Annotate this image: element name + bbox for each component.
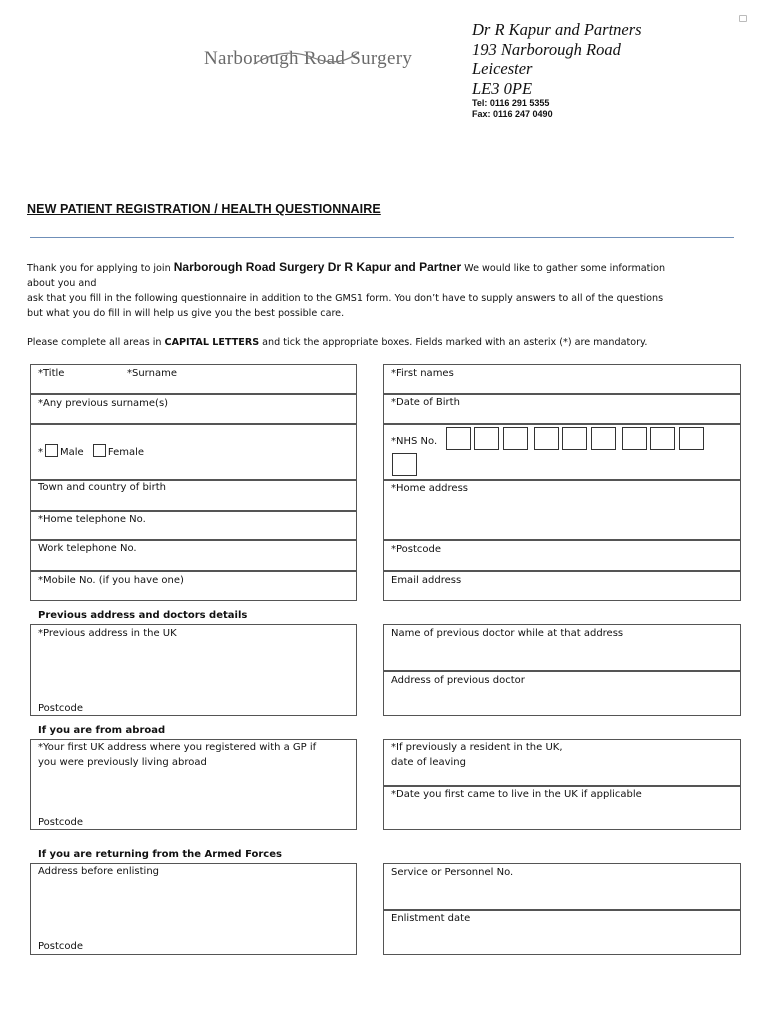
nhs-digit-box[interactable]: [650, 427, 675, 450]
sex-options: [38, 444, 144, 460]
practice-address: [472, 20, 642, 98]
intro-paragraph: [27, 260, 737, 321]
nhs-digit-box[interactable]: [446, 427, 471, 450]
intro-text: We would like to gather some information: [461, 263, 666, 274]
service-number-label: Service or Personnel No.: [391, 867, 514, 878]
title-divider: [30, 237, 734, 238]
town-country-birth-label: Town and country of birth: [38, 482, 166, 493]
previous-doctor-address-label: Address of previous doctor: [391, 675, 525, 686]
nhs-digit-box[interactable]: [679, 427, 704, 450]
instruction-paragraph: [27, 335, 737, 350]
previous-surname-label: *Any previous surname(s): [38, 398, 169, 409]
first-names-label: *First names: [391, 368, 454, 379]
email-label: Email address: [391, 575, 462, 586]
previous-section-heading: Previous address and doctors details: [38, 610, 248, 621]
instruction-bold: CAPITAL LETTERS: [164, 337, 260, 348]
previous-address-label: *Previous address in the UK: [38, 628, 177, 639]
address-line: Dr R Kapur and Partners: [472, 20, 642, 39]
dob-label: *Date of Birth: [391, 397, 460, 408]
logo-swirl-graphic: [244, 44, 364, 78]
nhs-digit-box[interactable]: [474, 427, 499, 450]
home-telephone-label: *Home telephone No.: [38, 514, 146, 525]
work-telephone-label: Work telephone No.: [38, 543, 137, 554]
previous-postcode-label: Postcode: [38, 703, 84, 714]
date-of-leaving-label: *If previously a resident in the UK,: [391, 742, 563, 753]
intro-practice-name: Narborough Road Surgery Dr R Kapur and Partner: [173, 260, 462, 274]
male-label: Male: [60, 447, 84, 458]
surname-label: *Surname: [127, 368, 177, 379]
postcode-label: *Postcode: [391, 544, 442, 555]
page-corner-icon: [739, 15, 747, 22]
abroad-section-heading: If you are from abroad: [38, 725, 166, 736]
nhs-digit-box[interactable]: [503, 427, 528, 450]
home-address-label: *Home address: [391, 483, 468, 494]
instruction-text: Please complete all areas in: [27, 337, 165, 348]
date-came-to-uk-label: *Date you first came to live in the UK if applicable: [391, 789, 642, 800]
address-line: 193 Narborough Road: [472, 39, 621, 59]
female-checkbox[interactable]: [93, 444, 106, 457]
address-line: Leicester: [472, 59, 533, 78]
nhs-digit-box[interactable]: [591, 427, 616, 450]
previous-doctor-name-label: Name of previous doctor while at that address: [391, 628, 624, 639]
intro-text: Thank you for applying to join: [27, 263, 174, 274]
mobile-label: *Mobile No. (if you have one): [38, 575, 184, 586]
logo-text: Narborough Road Surgery: [204, 48, 413, 69]
nhs-number-label: *NHS No.: [391, 436, 438, 447]
date-of-leaving-label-line2: date of leaving: [391, 757, 466, 768]
female-label: Female: [107, 447, 145, 458]
instruction-text: and tick the appropriate boxes. Fields marked with an asterix (*) are mandatory.: [259, 337, 648, 348]
enlistment-date-label: Enlistment date: [391, 913, 471, 924]
address-line: LE3 0PE: [472, 78, 533, 98]
nhs-digit-box[interactable]: [562, 427, 587, 450]
tel-number: Tel: 0116 291 5355: [472, 98, 550, 108]
contact-numbers: [472, 98, 553, 120]
form-title: NEW PATIENT REGISTRATION / HEALTH QUESTIONNAIRE: [27, 202, 381, 216]
address-before-enlisting-label: Address before enlisting: [38, 866, 160, 877]
intro-text: ask that you fill in the following questionnaire in addition to the GMS1 form. You don’t have to supply answers to all of the questions: [27, 293, 664, 304]
sex-asterisk: *: [38, 447, 43, 458]
nhs-digit-box[interactable]: [622, 427, 647, 450]
fax-number: Fax: 0116 247 0490: [472, 109, 553, 119]
first-uk-address-label: *Your first UK address where you registered with a GP if: [38, 742, 317, 753]
title-label: *Title: [38, 368, 65, 379]
title-surname-field[interactable]: [30, 364, 357, 394]
forces-postcode-label: Postcode: [38, 941, 84, 952]
first-uk-address-label-line2: you were previously living abroad: [38, 757, 207, 768]
intro-text: but what you do fill in will help us give you the best possible care.: [27, 308, 345, 319]
intro-text: about you and: [27, 278, 97, 289]
surgery-logo: [204, 48, 412, 70]
nhs-digit-box[interactable]: [534, 427, 559, 450]
forces-section-heading: If you are returning from the Armed Forces: [38, 849, 282, 860]
male-checkbox[interactable]: [45, 444, 58, 457]
nhs-digit-box[interactable]: [392, 453, 417, 476]
abroad-postcode-label: Postcode: [38, 817, 84, 828]
